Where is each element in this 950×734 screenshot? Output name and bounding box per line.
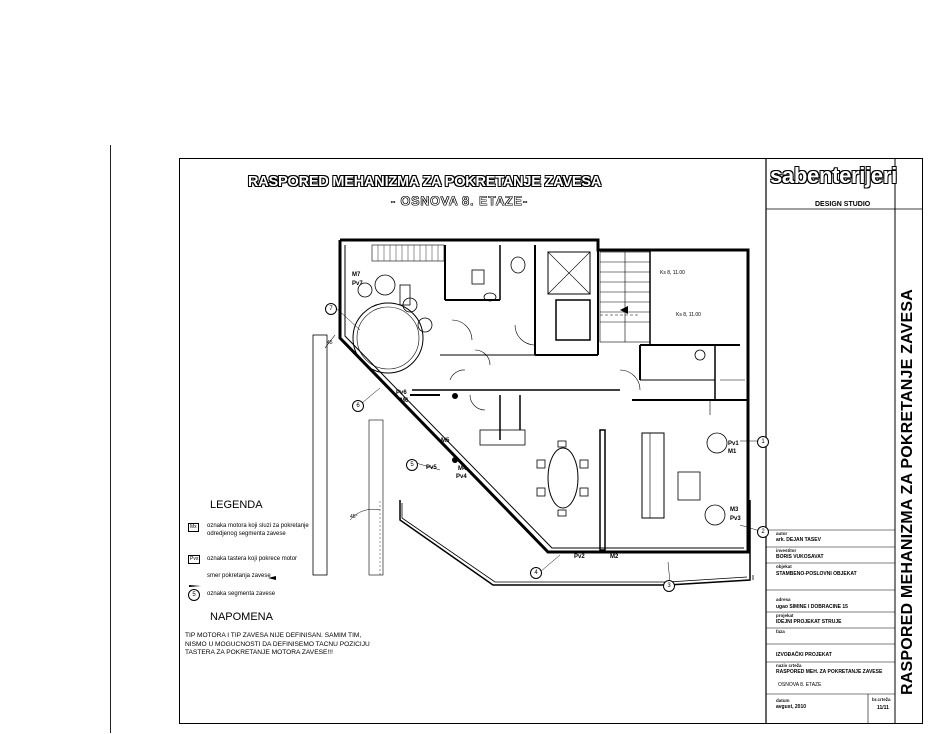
tb-sheet-label: naziv crteža: [776, 663, 802, 668]
motor-label-m3: M3: [730, 507, 739, 513]
legend-motor-text: oznaka motora koji sluzi za pokretanje odredjenog segmenta zavese: [207, 523, 309, 537]
tb-object: STAMBENO-POSLOVNI OBJEKAT: [776, 571, 857, 577]
tb-investor-label: investitor: [776, 548, 797, 553]
motor-label-m4: M4: [458, 466, 467, 472]
tb-sheet-sub: OSNOVA 8. ETAZE: [778, 682, 822, 688]
tb-project: IDEJNI PROJEKAT STRUJE: [776, 619, 842, 625]
tb-author-label: autor: [776, 531, 788, 536]
tb-sheet-name: RASPORED MEH. ZA POKRETANJE ZAVESE: [776, 669, 883, 675]
segment-marker-1: 1: [757, 436, 769, 448]
switch-label-pv2: Pv2: [574, 554, 585, 560]
tb-address: ugao SIMINE I DOBRACINE 15: [776, 604, 848, 610]
tb-sheet-no: 11/11: [877, 705, 889, 711]
level-label-1: Ks 8, 11.00: [660, 270, 685, 276]
dimension-label: 45: [327, 340, 333, 346]
legend-direction-text: smer pokretanja zavese: [207, 573, 271, 579]
segment-marker-6: 6: [352, 400, 364, 412]
note-line-2: NISMO U MOGUCNOSTI DA DEFINISEMO TACNU POZICIJU: [185, 640, 370, 648]
segment-marker-3: 3: [663, 580, 675, 592]
tb-sheet-no-label: br.crteža: [872, 697, 891, 702]
motor-label-m1: M1: [728, 449, 737, 455]
arrow-icon: [189, 575, 201, 578]
tb-date: avgust, 2010: [776, 704, 807, 710]
motor-label-m6: M6: [400, 398, 409, 404]
legend-switch-symbol: Pvx: [190, 556, 199, 562]
legend-segment-symbol: 5: [188, 589, 200, 601]
legend-switch-text: oznaka tastera koji pokrece motor: [207, 556, 298, 562]
segment-marker-5: 5: [406, 459, 418, 471]
note-line-3: TASTERA ZA POKRETANJE MOTORA ZAVESE!!!: [185, 649, 333, 656]
switch-label-pv6: Pv6: [396, 390, 407, 396]
tb-address-label: adresa: [776, 597, 791, 602]
segment-marker-7: 7: [325, 303, 337, 315]
tb-object-label: objekat: [776, 564, 792, 569]
legend-heading: LEGENDA: [210, 499, 263, 511]
switch-label-pv3: Pv3: [730, 516, 741, 522]
tb-phase: IZVOĐAČKI PROJEKAT: [776, 652, 832, 658]
switch-label-pv5: Pv5: [426, 465, 437, 471]
note-heading: NAPOMENA: [210, 611, 273, 623]
side-title: RASPORED MEHANIZMA ZA POKRETANJE ZAVESA: [899, 288, 916, 695]
motor-label-m5: M5: [441, 438, 450, 444]
note-text: [185, 632, 370, 658]
motor-label-m7: M7: [352, 272, 361, 278]
tb-phase-label: faza: [776, 629, 785, 634]
tb-investor: BORIS VUKOSAVAT: [776, 554, 824, 560]
tb-date-label: datum: [776, 698, 790, 703]
segment-marker-4: 4: [530, 567, 542, 579]
brand-logo: sabenterijeri: [770, 163, 897, 188]
switch-label-pv4: Pv4: [456, 474, 467, 480]
switch-label-pv1: Pv1: [728, 441, 739, 447]
drawing-subtitle: - OSNOVA 8. ETAZE-: [391, 194, 529, 208]
drawing-title: RASPORED MEHANIZMA ZA POKRETANJE ZAVESA: [248, 174, 602, 190]
legend-segment-text: oznaka segmenta zavese: [207, 591, 276, 597]
level-label-2: Ks 8, 11.00: [676, 312, 701, 318]
angle-label: 45°: [350, 514, 358, 520]
note-line-1: TIP MOTORA I TIP ZAVESA NIJE DEFINISAN. SAMIM TIM,: [185, 632, 362, 639]
motor-label-m2: M2: [610, 554, 619, 560]
legend-motor-symbol: Mx: [190, 524, 197, 530]
brand-tagline: DESIGN STUDIO: [815, 201, 871, 208]
tb-author: ark. DEJAN TASEV: [776, 537, 821, 543]
switch-label-pv7: Pv7: [352, 281, 363, 287]
tb-project-label: projekat: [776, 613, 794, 618]
segment-marker-2: 2: [757, 526, 769, 538]
